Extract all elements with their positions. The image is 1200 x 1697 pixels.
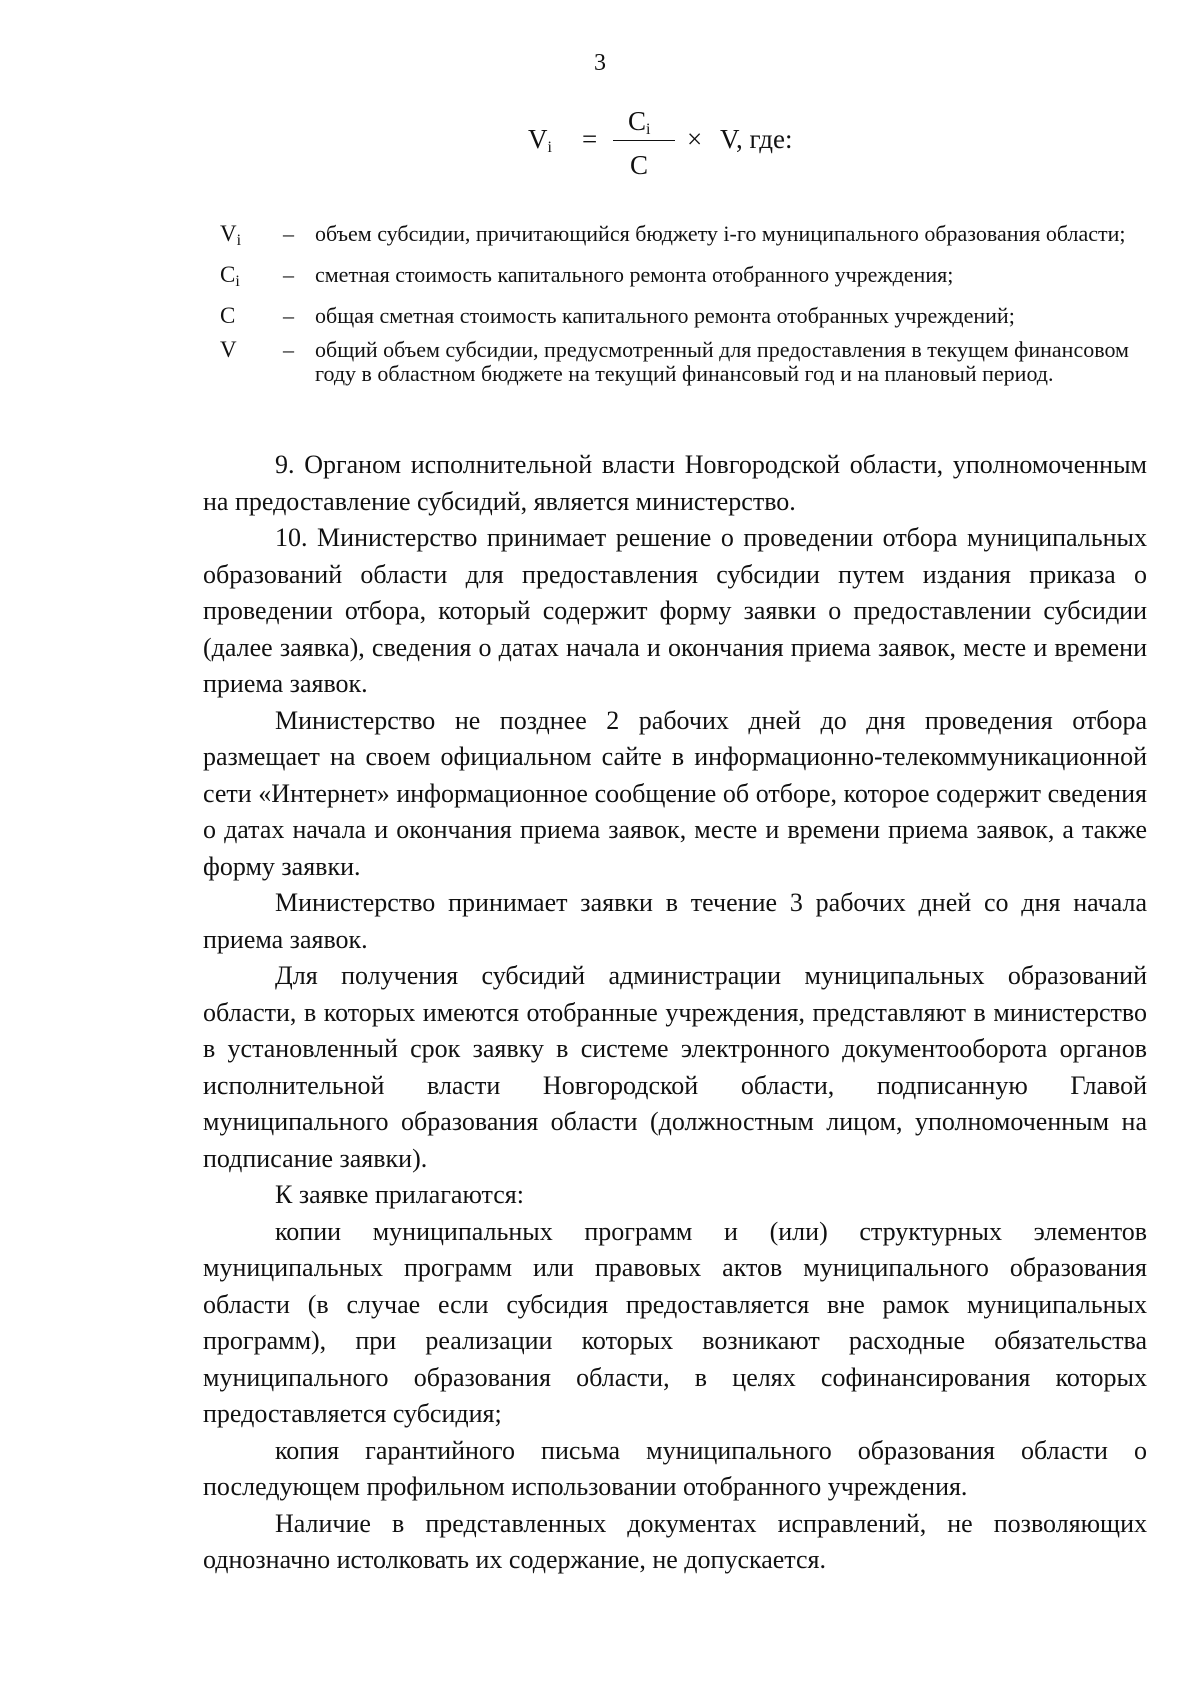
- formula-lhs: $V_i$: [528, 124, 552, 156]
- definition-row: [220, 222, 1160, 253]
- definition-row: [220, 338, 1160, 386]
- paragraph: Для получения субсидий администрации муниципальных образований области, в которых имеются отобранные учреждения, представляют в министерство в установленный срок заявку в системе электронного документооборота органов исполнительной власти Новгородской области, подписанную Главой муниципального образования области (должностным лицом, уполномоченным на подписание заявки).: [203, 961, 1147, 1173]
- formula-numerator: $C_i$: [628, 106, 651, 138]
- formula-fraction-bar: [613, 140, 675, 141]
- definition-symbol: V: [220, 337, 237, 362]
- definition-row: [220, 263, 1160, 294]
- definition-dash: –: [283, 221, 294, 246]
- document-body: [203, 447, 1147, 1579]
- definition-text: объем субсидии, причитающийся бюджету i-го муниципального образования области;: [315, 221, 1126, 246]
- definition-text: сметная стоимость капитального ремонта отобранного учреждения;: [315, 262, 954, 287]
- paragraph: Министерство не позднее 2 рабочих дней до дня проведения отбора размещает на своем официальном сайте в информационно-телекоммуникационной сети «Интернет» информационное сообщение об отборе, которое содержит сведения о датах начала и окончания приема заявок, месте и времени приема заявок, а также форму заявки.: [203, 705, 1147, 881]
- definition-dash: –: [283, 262, 294, 287]
- paragraph-10: 10. Министерство принимает решение о проведении отбора муниципальных образований области для предоставления субсидии путем издания приказа о проведении отбора, который содержит форму заявки о предоставлении субсидии (далее заявка), сведения о датах начала и окончания приема заявок, месте и времени приема заявок.: [203, 523, 1147, 698]
- paragraph: Наличие в представленных документах исправлений, не позволяющих однозначно истолковать их содержание, не допускается.: [203, 1508, 1147, 1574]
- paragraph-9: 9. Органом исполнительной власти Новгородской области, уполномоченным на предоставление субсидий, является министерство.: [203, 450, 1147, 516]
- definition-dash: –: [283, 337, 294, 362]
- formula-definitions: [220, 222, 1160, 396]
- paragraph: копии муниципальных программ и (или) структурных элементов муниципальных программ или правовых актов муниципального образования области (в случае если субсидия предоставляется вне рамок муниципальных программ), при реализации которых возникают расходные обязательства муниципального образования области, в целях софинансирования которых предоставляется субсидия;: [203, 1216, 1147, 1428]
- definition-row: [220, 304, 1160, 328]
- formula-times-sign: ×: [687, 124, 703, 154]
- paragraph: копия гарантийного письма муниципального образования области о последующем профильном использовании отобранного учреждения.: [203, 1435, 1147, 1501]
- definition-symbol: $V_i$: [220, 221, 242, 249]
- definition-dash: –: [283, 303, 294, 328]
- paragraph: Министерство принимает заявки в течение 3 рабочих дней со дня начала приема заявок.: [203, 888, 1147, 954]
- definition-symbol: $C_i$: [220, 262, 240, 290]
- definition-text: общая сметная стоимость капитального ремонта отобранных учреждений;: [315, 303, 1015, 328]
- formula-rest: V, где:: [720, 124, 793, 154]
- formula-equals: =: [582, 124, 598, 154]
- page-number: 3: [594, 50, 606, 76]
- formula-denominator: C: [630, 150, 649, 180]
- definition-text: общий объем субсидии, предусмотренный для предоставления в текущем финансовом году в областном бюджете на текущий финансовый год и на плановый период.: [315, 337, 1129, 386]
- definition-symbol: C: [220, 303, 236, 328]
- subsidy-formula: [0, 106, 1200, 192]
- paragraph: К заявке прилагаются:: [275, 1180, 524, 1209]
